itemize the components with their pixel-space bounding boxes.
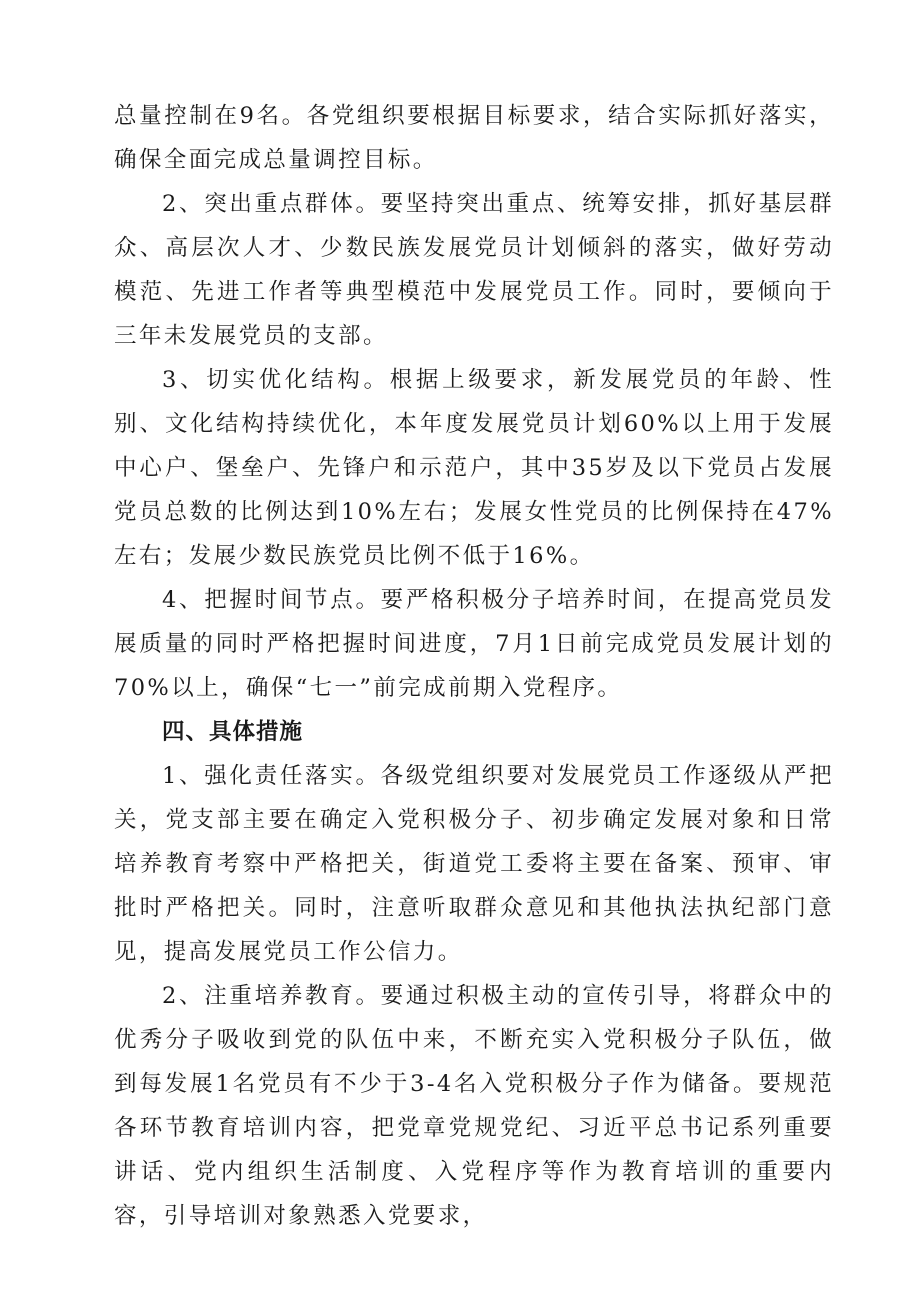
paragraph-key-groups: 2、突出重点群体。要坚持突出重点、统筹安排，抓好基层群众、高层次人才、少数民族发展党员计划倾斜的落实，做好劳动模范、先进工作者等典型模范中发展党员工作。同时，要倾向于三年未发展党员的支部。 (114, 191, 834, 349)
paragraph-responsibility: 1、强化责任落实。各级党组织要对发展党员工作逐级从严把关，党支部主要在确定入党积极分子、初步确定发展对象和日常培养教育考察中严格把关，街道党工委将主要在备案、预审、审批时严格把关。同时，注意听取群众意见和其他执法执纪部门意见，提高发展党员工作公信力。 (114, 763, 834, 965)
paragraph-total-control: 总量控制在9名。各党组织要根据目标要求，结合实际抓好落实，确保全面完成总量调控目标。 (114, 103, 834, 173)
paragraph-time-nodes: 4、把握时间节点。要严格积极分子培养时间，在提高党员发展质量的同时严格把握时间进度，7月1日前完成党员发展计划的70%以上，确保“七一”前完成前期入党程序。 (114, 587, 834, 701)
section-heading-specific-measures: 四、具体措施 (162, 719, 304, 745)
paragraph-training-education: 2、注重培养教育。要通过积极主动的宣传引导，将群众中的优秀分子吸收到党的队伍中来，不断充实入党积极分子队伍，做到每发展1名党员有不少于3-4名入党积极分子作为储备。要规范各环节教育培训内容，把党章党规党纪、习近平总书记系列重要讲话、党内组织生活制度、入党程序等作为教育培训的重要内容，引导培训对象熟悉入党要求， (114, 983, 834, 1229)
document-body (114, 94, 834, 1238)
paragraph-optimize-structure: 3、切实优化结构。根据上级要求，新发展党员的年龄、性别、文化结构持续优化，本年度发展党员计划60%以上用于发展中心户、堡垒户、先锋户和示范户，其中35岁及以下党员占发展党员总数的比例达到10%左右；发展女性党员的比例保持在47%左右；发展少数民族党员比例不低于16%。 (114, 367, 834, 569)
